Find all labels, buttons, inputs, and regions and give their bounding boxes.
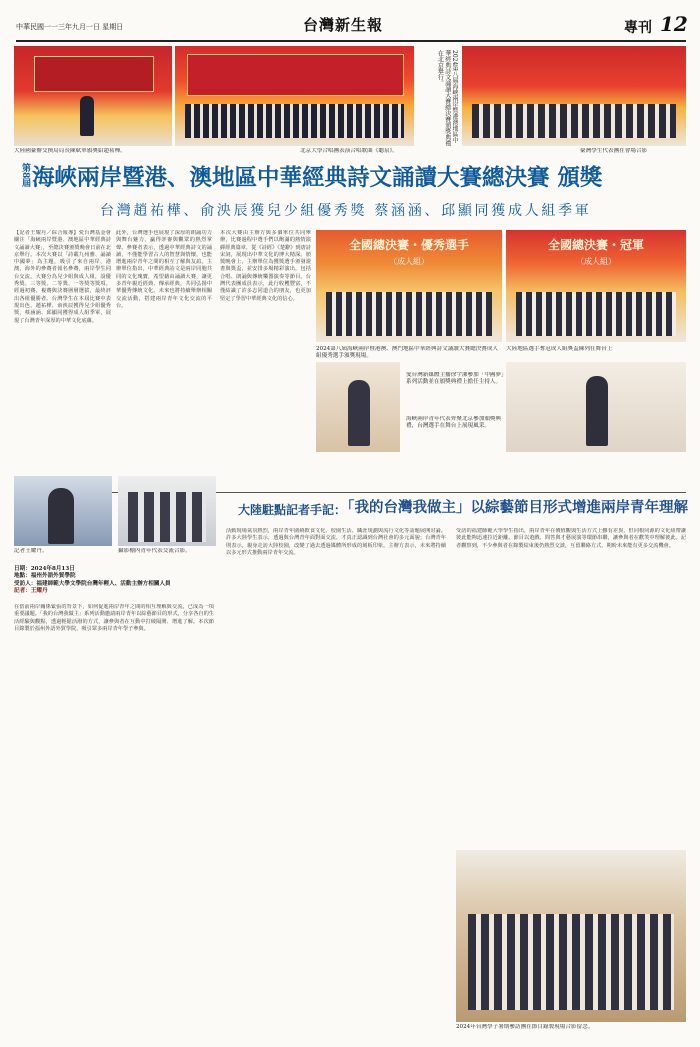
reporter-label: 大陸駐點記者手記： <box>238 503 347 517</box>
board1-group: （成人組） <box>389 257 429 266</box>
article1-col2: 此外，台灣選手也展現了深厚的朗誦功力與舞台魅力，贏得評審與觀眾的熱烈掌聲。參賽者表示，透過中華經典詩文的誦讀，不僅能學習古人的智慧與情懷，也能增進兩岸青年之間的相互了解與友誼。主辦單位指出，中華經典詩文是兩岸同胞共同的文化瑰寶，希望藉由誦讀大賽，讓更多青年親近經典、傳承經典，共同弘揚中華優秀傳統文化。未來也將持續舉辦相關交流活動，搭建兩岸青年文化交流的平台。 <box>116 230 212 309</box>
choir-row <box>185 104 404 138</box>
abstract-label: 記者：王耀丹 <box>14 588 48 595</box>
caption-photo-reporter: 記者王耀丹。 <box>14 548 48 554</box>
caption-top-right: 臺灣學生代表團在會場合影 <box>580 148 648 154</box>
caption-mid-right: 大陸地區選手奪冠成人組獎盃陳列在舞台上 <box>506 346 613 352</box>
photo-host-right <box>506 362 686 452</box>
photo-studio <box>118 476 216 546</box>
group-row <box>468 914 674 1010</box>
presenter-figure <box>80 96 94 136</box>
masthead-date: 中華民國一一三年九月一日 星期日 <box>16 23 124 31</box>
caption-top-middle: 北京大學合唱團表演合唱歌曲《聽泉》。 <box>300 148 398 154</box>
caption-photo-studio: 攝影棚內青年代表交流合影。 <box>118 548 191 554</box>
article1-col3: 本次大賽由主辦方與多個單位共同舉辦，比賽過程中選手們以飽滿的熱情演繹經典篇章，從《詩經》《楚辭》到唐詩宋詞，展現出中華文化的博大精深。頒獎晚會上，主辦單位為獲獎選手頒發證書與獎盃，並安排多場精彩演出，包括合唱、朗誦與傳統樂器演奏等節目。台灣代表團成員表示，此行收穫豐富，不僅結識了許多志同道合的朋友，也更加堅定了學習中華經典文化的信心。 <box>220 230 311 302</box>
studio-figures <box>128 492 206 542</box>
masthead <box>0 0 700 42</box>
caption-bottom-photo: 2024年台灣學子暑期參訪團在節目錄製現場合影留念。 <box>456 1024 594 1030</box>
board2-title: 全國總決賽・冠軍 <box>547 238 644 252</box>
article2-header <box>14 497 686 523</box>
meta-date: 日期：2024年8月13日 <box>14 566 75 572</box>
article2-col2: 活動現場氣氛熱烈，兩岸青年圍繞飲食文化、校園生活、職涯規劃與流行文化等話題展開討論。許多大陸學生表示，透過與台灣青年面對面交流，才真正認識到台灣社會的多元面貌；台灣青年則表示，親身走訪大陸校園，改變了過去透過媒體所形成的刻板印象。主辦方表示，未來將持續以多元形式推動兩岸青年交流。 <box>226 528 446 556</box>
photo-host-left <box>316 362 400 452</box>
article2-col3: 受訪的福建師範大學學生指出，兩岸青年在價值觀與生活方式上雖有差異，但同根同源的文化紐帶讓彼此能夠迅速拉近距離。節目以遊戲、問答與才藝展演等環節串聯，讓參與者在歡笑中理解彼此。記者觀察到，不少參與者在錄製結束後仍熱烈交談，互留聯絡方式，期盼未來能有更多交流機會。 <box>456 528 686 549</box>
side-note-vertical: 2024第八屆海峽兩岸暨港澳地區中華經典詩文誦讀大賽總決賽頒獎典禮在北京舉行。 <box>436 50 458 146</box>
caption-mid-left: 2024第八屆海峽兩岸暨港澳、澳門地區中華經典詩文誦讀大賽總決賽成人組優秀選手頒獎現場。 <box>316 346 499 359</box>
edition-mark: 第8屆 <box>20 163 30 188</box>
headline-subtitle: 台灣趙祐樺、俞泱辰獲兒少組優秀獎 蔡涵涵、邱顯同獲成人組季軍 <box>100 203 592 219</box>
board2-group: （成人組） <box>576 257 616 266</box>
note-b: 海峽兩岸青年代表齊聚北京參加頒獎典禮，台灣選手在舞台上展現風采。 <box>406 416 502 429</box>
board1-title: 全國總決賽・優秀選手 <box>348 238 469 252</box>
meta-place: 地點：福州外語外貿學院 <box>14 573 76 580</box>
page-number: 12 <box>660 12 688 36</box>
reporter-figure <box>48 488 74 544</box>
caption-top-left: 大陸國臺辦交換局局長陳斌華頒獎給趙祐樺。 <box>14 148 126 154</box>
host-figure-1 <box>348 380 370 446</box>
photo-taiwan-delegation <box>462 46 686 146</box>
photo-award-stage-champion <box>506 230 686 342</box>
stage-backdrop <box>187 54 404 96</box>
masthead-rule <box>16 40 686 42</box>
winners-row-1 <box>326 292 492 336</box>
article2-meta <box>14 566 214 596</box>
stage-screen <box>34 56 154 92</box>
photo-choir-performance <box>175 46 414 146</box>
headline-title: 海峽兩岸暨港、澳地區中華經典詩文誦讀大賽總決賽 頒獎 <box>32 165 603 191</box>
article2-title: 「我的台灣我做主」以綜藝節目形式增進兩岸青年理解 <box>340 500 688 516</box>
host-figure-2 <box>586 376 608 446</box>
article1-col1: 【記者王耀丹／綜合報導】愛台灣基金會關注「海峽兩岸暨港、澳地區中華經典詩文誦讀大賽」，至總決賽頒獎晚會日前在北京舉行。本次大賽以「詩載九州雅、誦讀中國夢」為主題，吸引了來自兩岸、港澳、海外的參賽者報名參賽，兩岸學生同台交流。大賽分為兒少組與成人組，設優秀獎、三等獎、二等獎、一等獎等獎項。經過初賽、複賽與決賽層層選拔，最終評出各組優勝者。台灣學生在本屆比賽中表現出色，趙祐樺、俞泱辰獲得兒少組優秀獎，蔡涵涵、邱顯同獲得成人組季軍，展現了台灣青年深厚的中華文化底蘊。 <box>14 230 111 324</box>
photo-bottom-group <box>456 850 686 1022</box>
delegation-row <box>472 104 676 138</box>
section-divider <box>14 492 686 493</box>
section-label: 專刊 <box>624 20 652 36</box>
headline-block <box>14 163 686 227</box>
article2-col1: 在當前兩岸關係緊張的背景下，如何促進兩岸青年之間的相互理解與交流，已成為一項重要議題。「我的台灣我做主」系列活動邀請兩岸青年以綜藝節目的形式，分享各自的生活經驗與觀點，透過輕鬆活潑的方式，讓參與者在互動中打破隔閡、增進了解。本次節目錄製於福州外語外貿學院，吸引眾多兩岸青年學子參與。 <box>14 604 214 632</box>
meta-people: 受訪人：福建師範大學文學院台灣年輕人、活動主辦方相關人員 <box>14 580 171 587</box>
note-a: 愛台灣新媒體主播徐宇潔參加「中國夢」系列活動並在頒獎典禮上擔任主持人。 <box>406 372 504 385</box>
photo-award-ceremony-left <box>14 46 172 146</box>
winners-row-2 <box>516 292 676 336</box>
photo-reporter <box>14 476 112 546</box>
photo-award-stage-excellence <box>316 230 502 342</box>
paper-logo: 台灣新生報 <box>303 16 384 34</box>
